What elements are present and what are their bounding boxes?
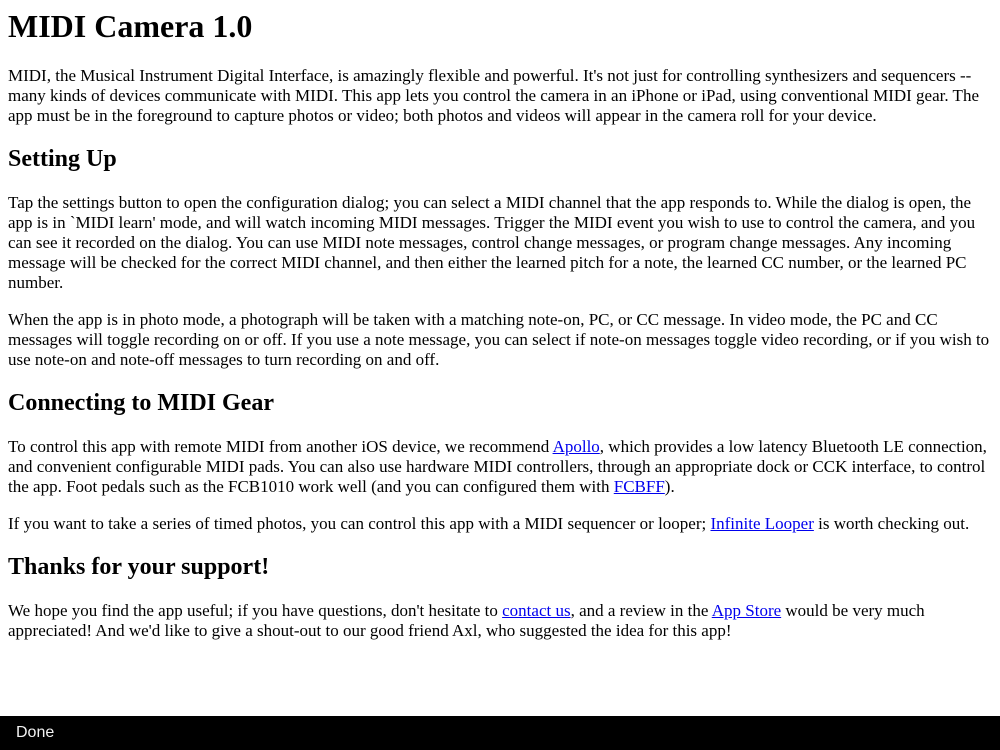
- setting-up-paragraph-1: Tap the settings button to open the configuration dialog; you can select a MIDI channel that the app responds to. While the dialog is open, the app is in `MIDI learn' mode, and will watch incoming MIDI messages. Trigger the MIDI event you wish to use to control the camera, and you can see it recorded on the dialog. You can use MIDI note messages, control change messages, or program change messages. Any incoming message will be checked for the correct MIDI channel, and then either the learned pitch for a note, the learned CC number, or the learned PC number.: [8, 193, 976, 292]
- page-title: MIDI Camera 1.0: [8, 8, 253, 44]
- text-segment: To control this app with remote MIDI from another iOS device, we recommend: [8, 437, 553, 456]
- section-heading-thanks: Thanks for your support!: [8, 554, 270, 580]
- text-segment: is worth checking out.: [813, 514, 970, 533]
- connecting-paragraph-1: [8, 437, 992, 497]
- text-segment: We hope you find the app useful; if you have questions, don't hesitate to: [8, 601, 503, 620]
- link-fcbff[interactable]: FCBFF: [613, 477, 665, 496]
- thanks-paragraph: [8, 601, 992, 641]
- link-apollo[interactable]: Apollo: [552, 437, 600, 456]
- bottom-toolbar: [0, 716, 1000, 750]
- text-segment: ).: [664, 477, 675, 496]
- link-app-store[interactable]: App Store: [711, 601, 782, 620]
- intro-paragraph: MIDI, the Musical Instrument Digital Interface, is amazingly flexible and powerful. It's not just for controlling synthesizers and sequencers -- many kinds of devices communicate with MIDI. This app lets you control the camera in an iPhone or iPad, using conventional MIDI gear. The app must be in the foreground to capture photos or video; both photos and videos will appear in the camera roll for your device.: [8, 66, 979, 125]
- text-segment: If you want to take a series of timed photos, you can control this app with a MIDI sequencer or looper;: [8, 514, 711, 533]
- link-contact-us[interactable]: contact us: [502, 601, 571, 620]
- text-segment: , and a review in the: [570, 601, 712, 620]
- section-heading-connecting: Connecting to MIDI Gear: [8, 390, 274, 416]
- link-infinite-looper[interactable]: Infinite Looper: [710, 514, 814, 533]
- section-heading-setting-up: Setting Up: [8, 146, 117, 172]
- setting-up-paragraph-2: When the app is in photo mode, a photograph will be taken with a matching note-on, PC, or CC message. In video mode, the PC and CC messages will toggle recording on or off. If you use a note message, you can select if note-on messages toggle video recording, or if you wish to use note-on and note-off messages to turn recording on and off.: [8, 310, 990, 369]
- text-segment: would be very much appreciated! And we'd like to give a shout-out to our good friend Axl, who suggested the idea for this app!: [8, 601, 925, 640]
- done-button[interactable]: Done: [16, 724, 55, 741]
- text-segment: , which provides a low latency Bluetooth LE connection, and convenient configurable MIDI pads. You can also use hardware MIDI controllers, through an appropriate dock or CCK interface, to control the app. Foot pedals such as the FCB1010 work well (and you can configured them with: [8, 437, 987, 496]
- connecting-paragraph-2: [8, 514, 992, 534]
